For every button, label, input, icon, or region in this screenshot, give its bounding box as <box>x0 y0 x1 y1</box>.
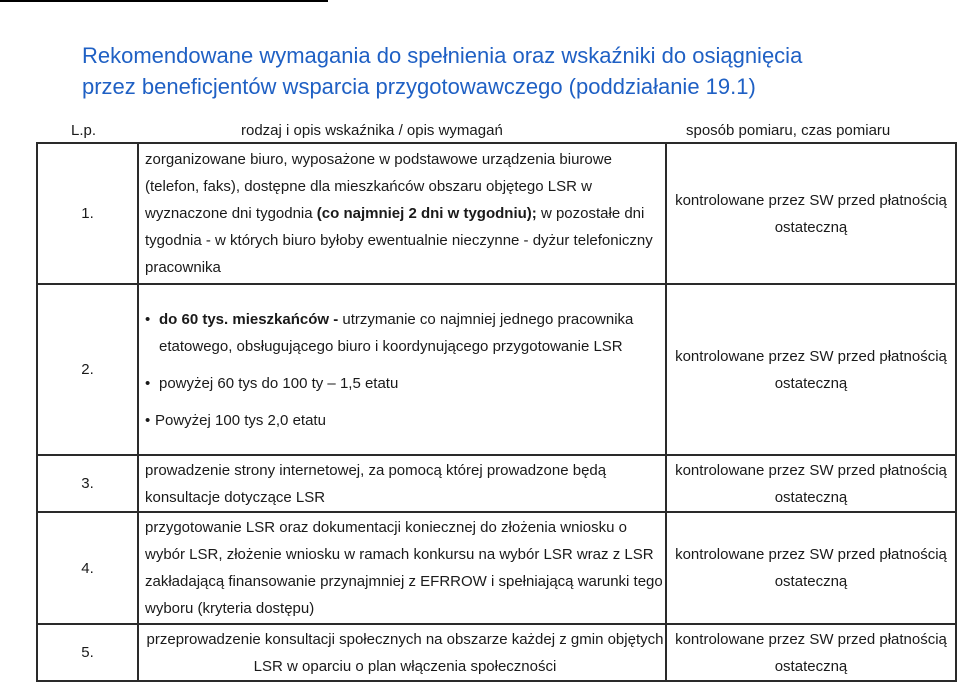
row-method: kontrolowane przez SW przed płatnością ostateczną <box>666 624 956 681</box>
bullet-icon: • <box>145 411 151 429</box>
bullet-item <box>145 370 665 397</box>
row-description <box>138 284 666 455</box>
table-row <box>37 455 956 512</box>
requirements-table <box>36 142 957 682</box>
table-row <box>37 143 956 284</box>
bullet-item <box>145 407 665 434</box>
table-row <box>37 512 956 624</box>
bullet-text: powyżej 60 tys do 100 ty – 1,5 etatu <box>159 374 399 392</box>
row-description: prowadzenie strony internetowej, za pomocą której prowadzone będą konsultacje dotyczące LSR <box>138 455 666 512</box>
table-row <box>37 624 956 681</box>
bullet-text: Powyżej 100 tys 2,0 etatu <box>155 411 326 429</box>
row-description: przeprowadzenie konsultacji społecznych na obszarze każdej z gmin objętych LSR w oparciu o plan włączenia społeczności <box>138 624 666 681</box>
table-header <box>36 120 956 142</box>
description-bold: (co najmniej 2 dni w tygodniu); <box>316 205 537 222</box>
row-number: 4. <box>37 512 138 624</box>
header-method: sposób pomiaru, czas pomiaru <box>686 122 891 139</box>
row-number: 1. <box>37 143 138 284</box>
row-method: kontrolowane przez SW przed płatnością ostateczną <box>666 284 956 455</box>
row-method: kontrolowane przez SW przed płatnością ostateczną <box>666 143 956 284</box>
row-method: kontrolowane przez SW przed płatnością ostateczną <box>666 512 956 624</box>
description-text-cont: w pozostałe dni tygodnia - w których biuro byłoby ewentualnie nieczynne - dyżur telefoniczny pracownika <box>145 205 653 276</box>
bullet-bold: do 60 tys. mieszkańców - <box>159 310 343 328</box>
bullet-icon: • <box>145 310 151 328</box>
header-description: rodzaj i opis wskaźnika / opis wymagań <box>241 122 503 139</box>
row-description: przygotowanie LSR oraz dokumentacji koniecznej do złożenia wniosku o wybór LSR, złożenie wniosku w ramach konkursu na wybór LSR wraz z LSR zakładającą finansowanie przynajmniej z EFRROW i spełniającą warunki tego wyboru (kryteria dostępu) <box>138 512 666 624</box>
header-lp: L.p. <box>71 122 97 139</box>
bullet-icon: • <box>145 374 151 392</box>
row-number: 3. <box>37 455 138 512</box>
description-text: zorganizowane biuro, wyposażone w podstawowe urządzenia biurowe (telefon, faks), dostępne dla mieszkańców obszaru objętego LSR w wyznaczone dni tygodnia <box>145 151 612 222</box>
row-number: 2. <box>37 284 138 455</box>
row-method: kontrolowane przez SW przed płatnością ostateczną <box>666 455 956 512</box>
table-row <box>37 284 956 455</box>
row-description <box>138 143 666 284</box>
bullet-text: utrzymanie co najmniej jednego pracownika etatowego, obsługującego biuro i koordynującego przygotowanie LSR <box>159 310 634 355</box>
bullet-item <box>145 306 665 360</box>
title-line-2: przez beneficjentów wsparcia przygotowawczego (poddziałanie 19.1) <box>82 74 756 99</box>
page-title <box>82 40 942 102</box>
top-rule <box>0 0 328 2</box>
row-number: 5. <box>37 624 138 681</box>
title-line-1: Rekomendowane wymagania do spełnienia oraz wskaźniki do osiągnięcia <box>82 43 803 68</box>
